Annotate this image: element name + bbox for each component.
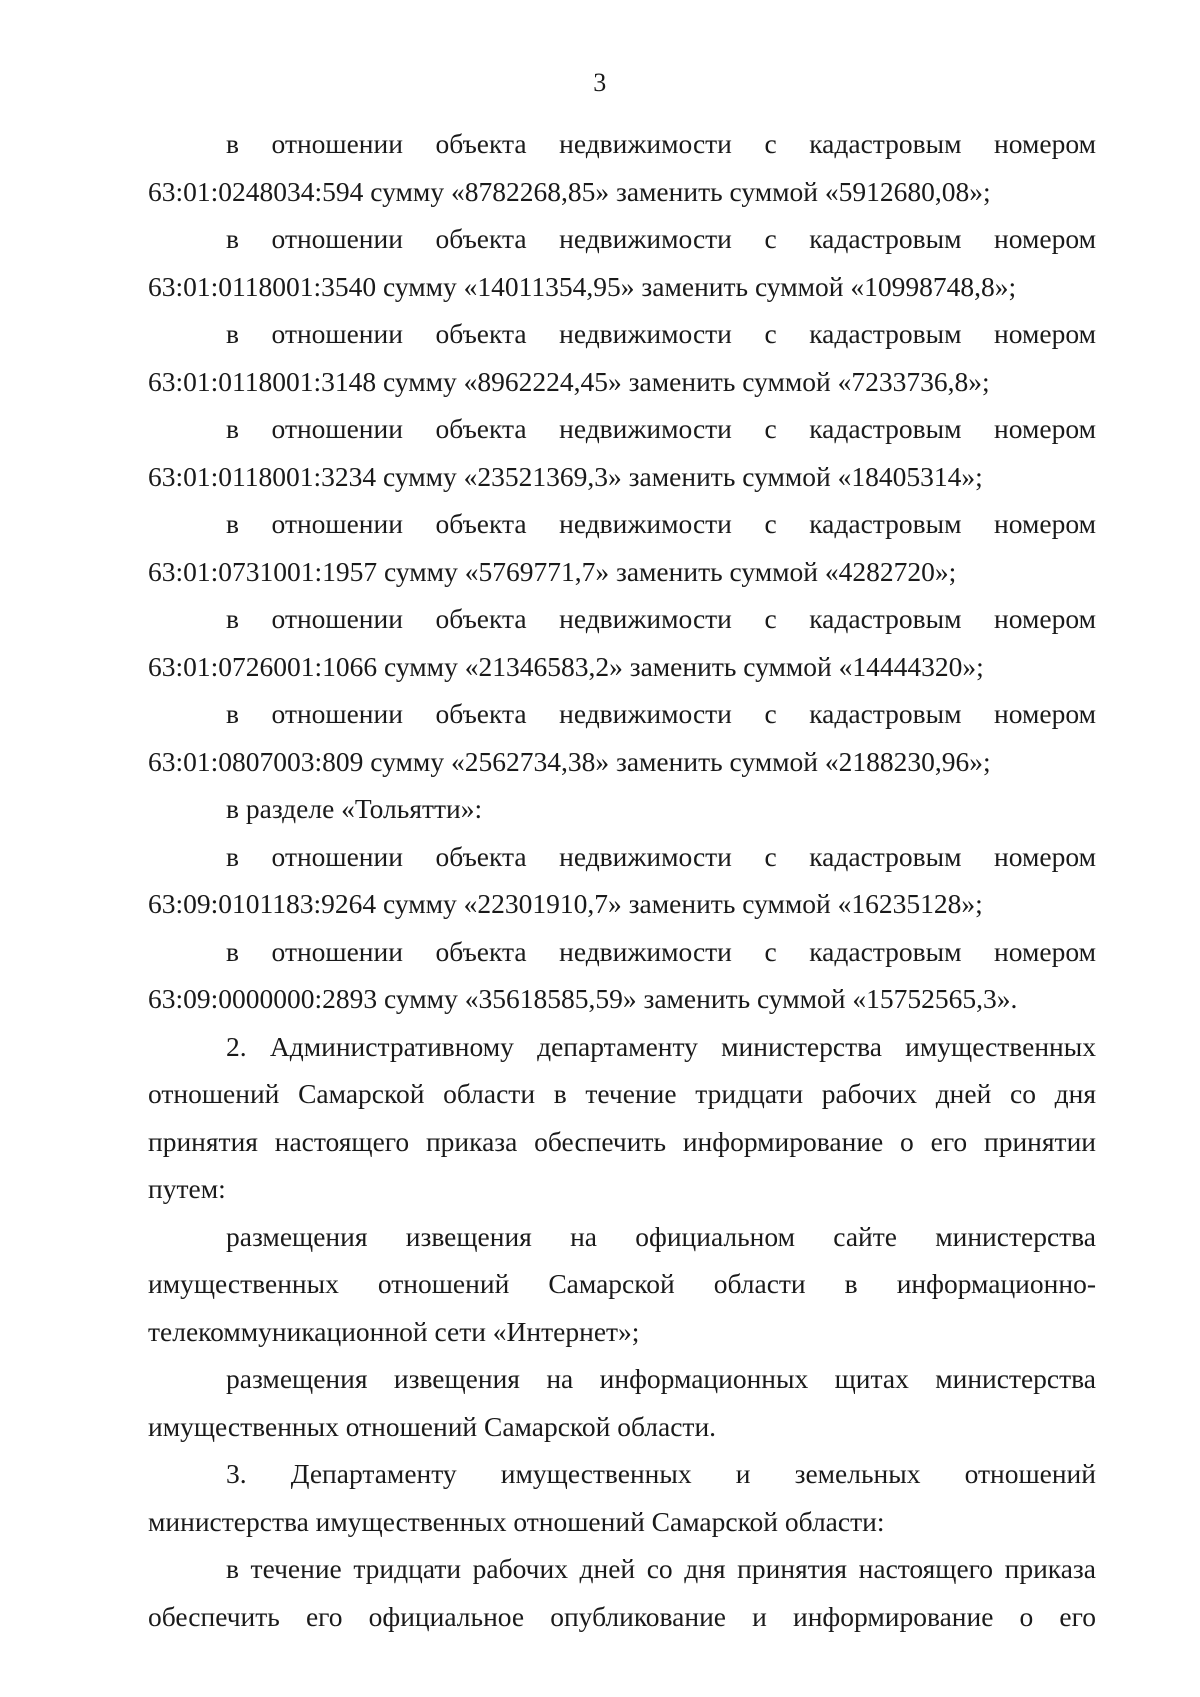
entry (148, 500, 1096, 595)
entry (148, 120, 1096, 215)
entry-list-samara (148, 120, 1096, 785)
entry (148, 595, 1096, 690)
paragraph-item-3-sub-1 (148, 1545, 1096, 1640)
entry-lead: в отношении объекта недвижимости с кадастровым номером (226, 935, 1096, 967)
entry-detail: 63:01:0726001:1066 сумму «21346583,2» заменить суммой «14444320»; (148, 650, 984, 682)
paragraph-line: отношений Самарской области в течение тридцати рабочих дней со дня (148, 1078, 1096, 1109)
paragraph-line: в течение тридцати рабочих дней со дня принятия настоящего приказа (226, 1553, 1096, 1584)
paragraph-line: 2. Административному департаменту министерства имущественных (226, 1030, 1096, 1062)
paragraph-item-2-sub-1 (148, 1213, 1096, 1356)
paragraph-line: 3. Департаменту имущественных и земельных отношений (226, 1458, 1096, 1489)
paragraph-item-2 (148, 1023, 1096, 1213)
entry (148, 928, 1096, 1023)
entry (148, 405, 1096, 500)
entry-detail: 63:01:0731001:1957 сумму «5769771,7» заменить суммой «4282720»; (148, 555, 957, 587)
entry-list-togliatti (148, 833, 1096, 1023)
paragraph-line: размещения извещения на официальном сайте министерства (226, 1220, 1096, 1252)
entry (148, 833, 1096, 928)
paragraph-line: имущественных отношений Самарской области. (148, 1410, 717, 1442)
entry (148, 690, 1096, 785)
section-heading: в разделе «Тольятти»: (226, 793, 483, 824)
entry-lead: в отношении объекта недвижимости с кадастровым номером (226, 840, 1096, 872)
entry-detail: 63:01:0807003:809 сумму «2562734,38» заменить суммой «2188230,96»; (148, 745, 991, 777)
paragraph-line: телекоммуникационной сети «Интернет»; (148, 1315, 640, 1347)
entry-detail: 63:01:0118001:3148 сумму «8962224,45» заменить суммой «7233736,8»; (148, 365, 990, 397)
paragraph-line: путем: (148, 1173, 226, 1204)
entry-detail: 63:01:0248034:594 сумму «8782268,85» заменить суммой «5912680,08»; (148, 175, 991, 207)
paragraph-line: министерства имущественных отношений Самарской области: (148, 1505, 885, 1537)
paragraph-line: обеспечить его официальное опубликование и информирование о его (148, 1600, 1096, 1632)
paragraph-item-3 (148, 1450, 1096, 1545)
entry-lead: в отношении объекта недвижимости с кадастровым номером (226, 223, 1096, 254)
entry-lead: в отношении объекта недвижимости с кадастровым номером (226, 698, 1096, 729)
entry-detail: 63:09:0000000:2893 сумму «35618585,59» заменить суммой «15752565,3». (148, 983, 1018, 1014)
page-number: 3 (593, 68, 607, 97)
paragraph-line: имущественных отношений Самарской области в информационно- (148, 1268, 1096, 1299)
document-body (148, 120, 1096, 1640)
paragraph-line: принятия настоящего приказа обеспечить информирование о его принятии (148, 1125, 1096, 1157)
entry-lead: в отношении объекта недвижимости с кадастровым номером (226, 508, 1096, 539)
entry-detail: 63:01:0118001:3540 сумму «14011354,95» заменить суммой «10998748,8»; (148, 270, 1017, 302)
entry-detail: 63:01:0118001:3234 сумму «23521369,3» заменить суммой «18405314»; (148, 460, 983, 492)
entry-lead: в отношении объекта недвижимости с кадастровым номером (226, 413, 1096, 444)
entry-lead: в отношении объекта недвижимости с кадастровым номером (226, 603, 1096, 634)
paragraph-line: размещения извещения на информационных щитах министерства (226, 1363, 1096, 1394)
entry-detail: 63:09:0101183:9264 сумму «22301910,7» заменить суммой «16235128»; (148, 888, 983, 919)
entry (148, 310, 1096, 405)
entry-lead: в отношении объекта недвижимости с кадастровым номером (226, 318, 1096, 349)
entry-lead: в отношении объекта недвижимости с кадастровым номером (226, 128, 1096, 159)
entry (148, 215, 1096, 310)
paragraph-item-2-sub-2 (148, 1355, 1096, 1450)
